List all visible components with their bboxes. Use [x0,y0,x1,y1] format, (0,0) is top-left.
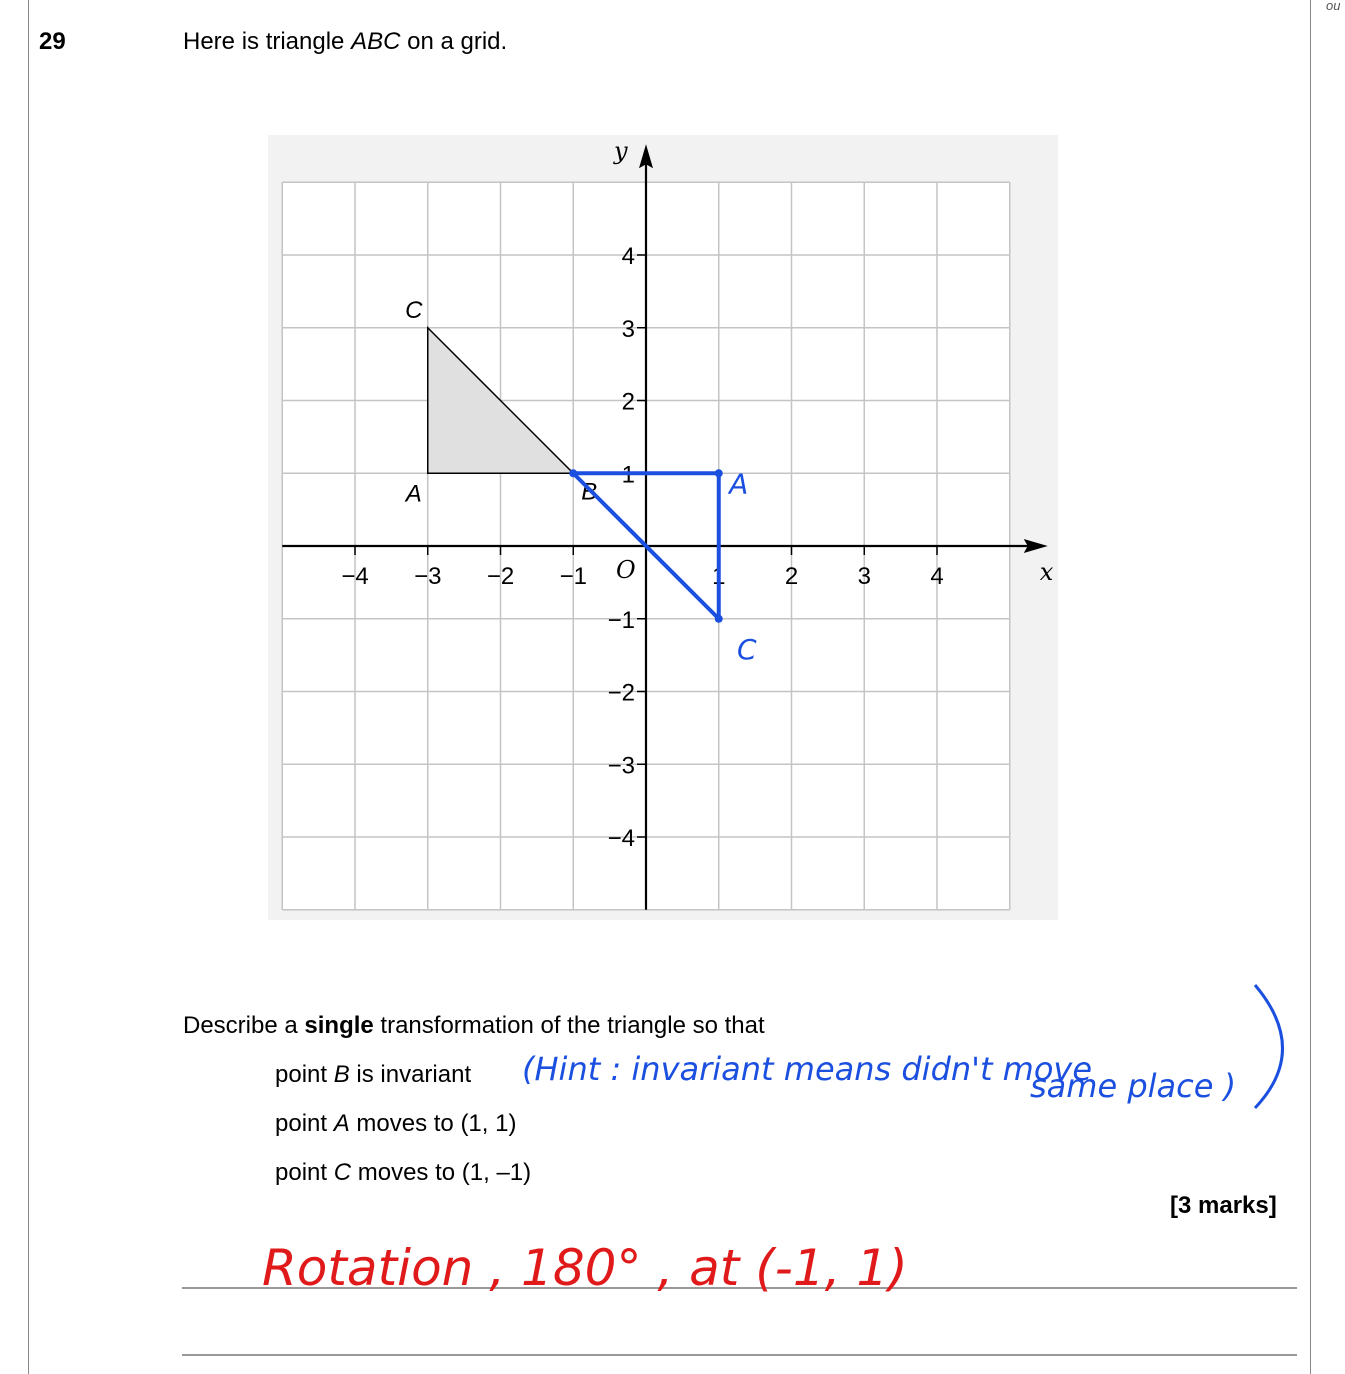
triangle-name: ABC [351,28,401,55]
y-tick-label: −1 [607,606,635,634]
handwritten-answer: Rotation , 180° , at (-1, 1) [262,1239,908,1297]
condition-a-prefix: point [275,1110,334,1137]
x-tick-label: −2 [486,563,515,590]
y-tick-label: 3 [621,315,635,343]
condition-a-suffix: moves to (1, 1) [349,1110,517,1137]
intro-prefix: Here is triangle [183,28,352,55]
vertex-label-a: A [405,480,422,508]
y-axis-label: y [614,137,628,165]
describe-suffix: transformation of the triangle so that [373,1012,765,1039]
y-tick-label: 2 [621,388,635,416]
x-tick-label: 3 [857,563,871,590]
condition-b-suffix: is invariant [349,1061,472,1088]
condition-c-suffix: moves to (1, –1) [351,1159,532,1186]
x-axis-label: x [1039,558,1054,586]
x-tick-label: −4 [341,563,369,590]
condition-b-point: B [333,1061,350,1088]
hint-closing-bracket [1255,985,1283,1108]
x-tick-label: 1 [712,563,726,590]
condition-c-prefix: point [275,1159,334,1186]
condition-b-prefix: point [275,1061,334,1088]
y-tick-label: −4 [607,825,635,852]
hint-line-2: same place ) [1030,1067,1237,1105]
image-vertex-label-c: C [736,632,757,666]
vertex-label-c: C [405,296,423,324]
y-tick-label: −2 [607,679,635,707]
marks-label: [3 marks] [1170,1192,1277,1219]
image-vertex-label-a: A [729,467,749,501]
y-tick-label: −3 [607,752,635,780]
x-tick-label: −3 [414,563,442,590]
hint-line-1: (Hint : invariant means didn't move [522,1050,1093,1088]
describe-bold: single [304,1012,374,1039]
margin-corner-label: ou [1326,0,1341,13]
x-tick-label: 2 [784,563,799,590]
y-tick-label: 1 [621,461,635,489]
x-tick-label: −1 [559,563,587,590]
condition-a-point: A [333,1110,350,1137]
vertex-label-b: B [581,478,598,506]
describe-prefix: Describe a [183,1012,305,1039]
question-number: 29 [39,28,66,55]
x-tick-label: 4 [930,563,944,590]
origin-label: O [616,556,636,584]
condition-c-point: C [333,1159,352,1186]
intro-suffix: on a grid. [400,28,508,55]
y-tick-label: 4 [621,243,635,270]
